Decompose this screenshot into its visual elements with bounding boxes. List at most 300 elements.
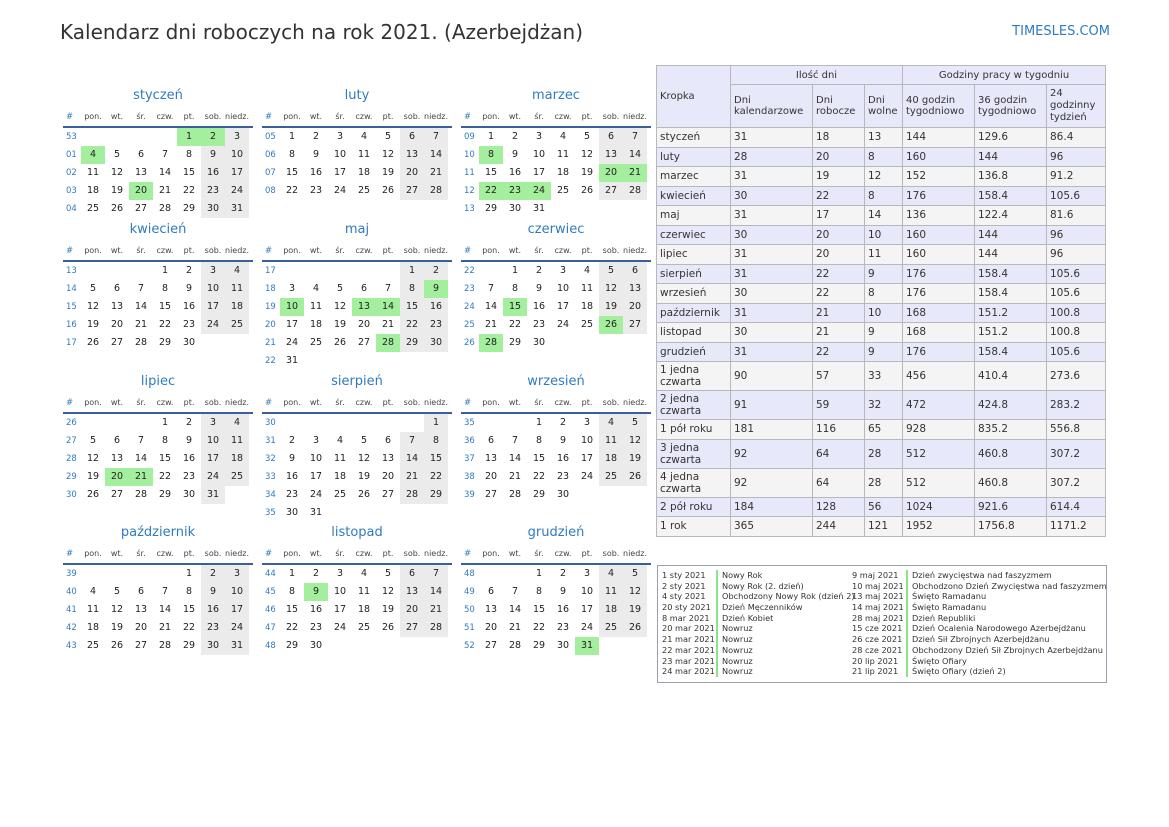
holiday-item: [662, 623, 855, 634]
day-cell: 2: [559, 568, 567, 579]
day-cell: 20: [400, 164, 424, 182]
day-cell: 6: [113, 283, 121, 294]
day-cell: 14: [400, 450, 424, 468]
empty-day-cell: [623, 637, 647, 655]
week-row: [63, 468, 253, 486]
day-cell: 17: [580, 604, 594, 615]
day-cell: 17: [309, 471, 323, 482]
day-cell: 12: [110, 604, 124, 615]
day-cell: 10: [201, 280, 225, 298]
week-row: [461, 182, 651, 200]
week-number-header: #: [265, 398, 273, 408]
day-cell: 30: [556, 489, 570, 500]
week-row: [461, 637, 651, 655]
week-number: 39: [464, 490, 475, 500]
day-cell: 15: [532, 604, 546, 615]
day-cell: 19: [357, 471, 371, 482]
day-cell: 2: [535, 265, 543, 276]
day-cell: 6: [599, 128, 623, 146]
holiday-date: 28 maj 2021: [852, 612, 904, 623]
day-cell: 6: [384, 435, 392, 446]
weekday-header: [63, 392, 253, 414]
weekday-label: czw.: [156, 246, 174, 255]
week-number: 23: [464, 284, 475, 294]
value-cell: 158.4: [975, 264, 1047, 284]
holiday-day-cell: 13: [352, 298, 376, 316]
weekday-label: niedz.: [424, 549, 449, 558]
day-cell: 17: [285, 319, 299, 330]
day-cell: 19: [623, 601, 647, 619]
day-cell: 7: [384, 283, 392, 294]
value-cell: 835.2: [975, 420, 1047, 440]
week-number: 13: [66, 266, 77, 276]
value-cell: 365: [731, 517, 813, 537]
day-cell: 10: [556, 283, 570, 294]
weekday-label: wt.: [508, 246, 522, 255]
week-row: [262, 583, 452, 601]
week-number: 16: [66, 320, 77, 330]
summary-row: [657, 439, 1106, 468]
week-row: [63, 128, 253, 146]
weekday-label: sob.: [204, 246, 222, 255]
month-name: kwiecień: [129, 222, 187, 237]
week-number: 42: [66, 623, 77, 633]
day-cell: 29: [182, 640, 196, 651]
day-cell: 15: [424, 450, 448, 468]
day-cell: 18: [225, 450, 249, 468]
value-cell: 105.6: [1047, 342, 1106, 362]
week-row: [262, 262, 452, 280]
weekday-label: sob.: [204, 549, 222, 558]
day-cell: 3: [336, 568, 344, 579]
week-row: [63, 316, 253, 334]
value-cell: 273.6: [1047, 362, 1106, 391]
week-number: 28: [66, 454, 77, 464]
weekday-label: pt.: [581, 246, 593, 255]
day-cell: 9: [201, 146, 225, 164]
holiday-day-cell: 14: [376, 298, 400, 316]
day-cell: 26: [86, 337, 100, 348]
empty-day-cell: [105, 262, 129, 280]
period-cell: styczeń: [657, 128, 731, 148]
day-cell: 14: [424, 583, 448, 601]
day-cell: 12: [623, 583, 647, 601]
day-cell: 24: [556, 319, 570, 330]
day-cell: 18: [580, 301, 594, 312]
weekday-label: pon.: [482, 398, 500, 407]
weekday-label: pt.: [581, 112, 593, 121]
day-cell: 22: [158, 471, 172, 482]
weekday-label: niedz.: [623, 112, 648, 121]
holiday-item: [662, 570, 855, 581]
value-cell: 96: [1047, 245, 1106, 265]
weekday-label: śr.: [136, 398, 146, 407]
day-cell: 25: [599, 619, 623, 637]
day-cell: 22: [508, 319, 522, 330]
holiday-name: Dzień zwycięstwa nad faszyzmem: [906, 570, 1052, 581]
day-cell: 15: [182, 604, 196, 615]
day-cell: 20: [357, 319, 371, 330]
week-row: [461, 450, 651, 468]
empty-day-cell: [81, 565, 105, 583]
holiday-item: [662, 591, 855, 602]
week-number: 43: [66, 641, 77, 651]
day-cell: 9: [185, 283, 193, 294]
day-cell: 17: [225, 164, 249, 182]
value-cell: 105.6: [1047, 284, 1106, 304]
day-cell: 13: [381, 453, 395, 464]
day-cell: 21: [484, 319, 498, 330]
day-cell: 27: [623, 316, 647, 334]
day-cell: 16: [201, 164, 225, 182]
day-cell: 3: [583, 568, 591, 579]
day-cell: 10: [333, 149, 347, 160]
week-row: [63, 262, 253, 280]
day-cell: 7: [400, 432, 424, 450]
day-cell: 30: [285, 507, 299, 518]
holiday-item: [852, 591, 1107, 602]
col-calendar-days: Dni kalendarzowe: [731, 85, 813, 128]
day-cell: 28: [158, 640, 172, 651]
day-cell: 1: [161, 417, 169, 428]
value-cell: 33: [865, 362, 903, 391]
week-number: 44: [265, 569, 276, 579]
day-cell: 1: [535, 417, 543, 428]
holiday-date: 21 mar 2021: [662, 634, 715, 645]
weekday-label: sob.: [403, 398, 421, 407]
empty-day-cell: [352, 414, 376, 432]
week-row: [63, 486, 253, 504]
week-row: [461, 262, 651, 280]
weekday-header: [63, 240, 253, 262]
summary-row: [657, 245, 1106, 265]
week-row: [63, 565, 253, 583]
day-cell: 18: [86, 185, 100, 196]
day-cell: 2: [201, 565, 225, 583]
holiday-column-right: [852, 570, 1107, 677]
week-row: [262, 164, 452, 182]
period-cell: czerwiec: [657, 225, 731, 245]
day-cell: 7: [487, 283, 495, 294]
day-cell: 29: [532, 640, 546, 651]
holiday-day-cell: 10: [280, 298, 304, 316]
day-cell: 19: [110, 185, 124, 196]
week-row: [262, 432, 452, 450]
holiday-item: [852, 623, 1107, 634]
holiday-item: [662, 666, 855, 677]
day-cell: 31: [225, 637, 249, 655]
value-cell: 31: [731, 245, 813, 265]
value-cell: 20: [813, 225, 865, 245]
weekday-header: [63, 106, 253, 128]
week-number: 32: [265, 454, 276, 464]
month-calendar: [461, 372, 651, 504]
holiday-column-left: [662, 570, 855, 677]
value-cell: 57: [813, 362, 865, 391]
day-cell: 18: [357, 167, 371, 178]
day-cell: 30: [556, 640, 570, 651]
holiday-item: [662, 581, 855, 592]
empty-day-cell: [129, 262, 153, 280]
weekday-label: pt.: [183, 112, 195, 121]
holiday-date: 9 maj 2021: [852, 570, 899, 580]
value-cell: 151.2: [975, 303, 1047, 323]
holiday-date: 20 mar 2021: [662, 623, 715, 634]
day-cell: 30: [201, 200, 225, 218]
day-cell: 11: [599, 432, 623, 450]
value-cell: 410.4: [975, 362, 1047, 391]
day-cell: 21: [134, 319, 148, 330]
week-number: 22: [265, 356, 276, 366]
summary-row: [657, 303, 1106, 323]
holiday-name: Nowruz: [716, 666, 753, 677]
week-number: 26: [66, 418, 77, 428]
day-cell: 30: [532, 337, 546, 348]
day-cell: 6: [360, 283, 368, 294]
period-cell: 1 rok: [657, 517, 731, 537]
value-cell: 13: [865, 128, 903, 148]
week-row: [461, 468, 651, 486]
day-cell: 1: [511, 265, 519, 276]
month-calendar: [262, 372, 452, 522]
week-row: [262, 334, 452, 352]
value-cell: 14: [865, 206, 903, 226]
day-cell: 21: [158, 185, 172, 196]
value-cell: 307.2: [1047, 439, 1106, 468]
empty-day-cell: [328, 504, 352, 522]
day-cell: 8: [161, 283, 169, 294]
week-number-header: #: [66, 549, 74, 559]
day-cell: 18: [556, 167, 570, 178]
week-row: [461, 334, 651, 352]
period-cell: maj: [657, 206, 731, 226]
week-row: [262, 352, 452, 370]
value-cell: 90: [731, 362, 813, 391]
day-cell: 15: [158, 453, 172, 464]
holiday-item: [852, 613, 1107, 624]
value-cell: 31: [731, 128, 813, 148]
value-cell: 472: [903, 391, 975, 420]
week-row: [461, 164, 651, 182]
holiday-item: [662, 645, 855, 656]
value-cell: 176: [903, 342, 975, 362]
period-cell: lipiec: [657, 245, 731, 265]
day-cell: 10: [580, 435, 594, 446]
period-cell: wrzesień: [657, 284, 731, 304]
value-cell: 424.8: [975, 391, 1047, 420]
day-cell: 6: [137, 149, 145, 160]
day-cell: 5: [599, 262, 623, 280]
day-cell: 5: [360, 435, 368, 446]
day-cell: 25: [333, 489, 347, 500]
holiday-name: Dzień Sił Zbrojnych Azerbejdżanu: [906, 634, 1049, 645]
holiday-date: 20 lip 2021: [852, 655, 899, 666]
day-cell: 16: [556, 604, 570, 615]
week-number: 21: [265, 338, 276, 348]
value-cell: 100.8: [1047, 323, 1106, 343]
day-cell: 26: [110, 203, 124, 214]
day-cell: 3: [559, 265, 567, 276]
day-cell: 7: [137, 283, 145, 294]
weekday-label: pon.: [283, 246, 301, 255]
holiday-date: 15 cze 2021: [852, 623, 903, 634]
empty-day-cell: [153, 565, 177, 583]
week-row: [262, 414, 452, 432]
holiday-date: 24 mar 2021: [662, 666, 715, 677]
week-number: 49: [464, 587, 475, 597]
value-cell: 512: [903, 439, 975, 468]
weekday-label: śr.: [534, 246, 544, 255]
day-cell: 6: [113, 435, 121, 446]
week-number: 19: [265, 302, 276, 312]
day-cell: 16: [532, 301, 546, 312]
holiday-day-cell: 2: [201, 128, 225, 146]
day-cell: 17: [333, 167, 347, 178]
holiday-day-cell: 1: [177, 128, 201, 146]
summary-row: [657, 362, 1106, 391]
empty-day-cell: [575, 334, 599, 352]
brand-link[interactable]: TIMESLES.COM: [1012, 24, 1110, 39]
empty-day-cell: [503, 565, 527, 583]
week-number: 14: [66, 284, 77, 294]
day-cell: 15: [182, 167, 196, 178]
weekday-header: [262, 240, 452, 262]
holiday-date: 23 mar 2021: [662, 655, 715, 666]
day-cell: 14: [134, 301, 148, 312]
day-cell: 31: [309, 507, 323, 518]
day-cell: 26: [333, 337, 347, 348]
day-cell: 9: [559, 586, 567, 597]
weekday-label: wt.: [110, 246, 124, 255]
day-cell: 23: [182, 319, 196, 330]
week-row: [461, 619, 651, 637]
value-cell: 31: [731, 264, 813, 284]
empty-day-cell: [599, 200, 623, 218]
weekday-label: pon.: [84, 246, 102, 255]
value-cell: 921.6: [975, 497, 1047, 517]
week-row: [262, 298, 452, 316]
holiday-item: [662, 634, 855, 645]
day-cell: 2: [185, 265, 193, 276]
day-cell: 3: [336, 131, 344, 142]
value-cell: 30: [731, 323, 813, 343]
holiday-day-cell: 28: [479, 334, 503, 352]
day-cell: 27: [484, 489, 498, 500]
month-name: luty: [344, 88, 370, 103]
empty-day-cell: [479, 262, 503, 280]
week-row: [461, 565, 651, 583]
weekday-label: wt.: [110, 398, 124, 407]
day-cell: 18: [333, 471, 347, 482]
week-row: [63, 414, 253, 432]
week-row: [461, 432, 651, 450]
weekday-label: pon.: [283, 112, 301, 121]
value-cell: 158.4: [975, 284, 1047, 304]
day-cell: 15: [484, 167, 498, 178]
empty-day-cell: [400, 414, 424, 432]
week-row: [262, 486, 452, 504]
day-cell: 28: [424, 182, 448, 200]
day-cell: 21: [158, 622, 172, 633]
holiday-name: Nowy Rok (2. dzień): [716, 581, 804, 592]
holiday-date: 13 maj 2021: [852, 591, 904, 602]
weekday-label: niedz.: [225, 246, 250, 255]
month-name: lipiec: [140, 374, 176, 389]
days-group-header: Ilość dni: [731, 66, 903, 85]
day-cell: 22: [182, 622, 196, 633]
empty-day-cell: [400, 352, 424, 370]
value-cell: 160: [903, 147, 975, 167]
week-number: 48: [464, 569, 475, 579]
period-cell: październik: [657, 303, 731, 323]
day-cell: 24: [285, 337, 299, 348]
value-cell: 1024: [903, 497, 975, 517]
week-number: 50: [464, 605, 475, 615]
holiday-name: Obchodzono Dzień Zwycięstwa nad faszyzmem: [906, 581, 1107, 592]
day-cell: 29: [182, 203, 196, 214]
week-number-header: #: [464, 112, 472, 122]
holiday-date: 20 sty 2021: [662, 602, 711, 613]
holiday-name: Nowruz: [716, 656, 753, 667]
weekday-header: [262, 106, 452, 128]
week-number-header: #: [464, 398, 472, 408]
summary-row: [657, 497, 1106, 517]
weekday-label: pon.: [482, 246, 500, 255]
empty-day-cell: [424, 352, 448, 370]
day-cell: 30: [424, 334, 448, 352]
week-number: 39: [66, 569, 77, 579]
holiday-item: [852, 570, 1107, 581]
day-cell: 10: [580, 586, 594, 597]
month-calendar: [262, 523, 452, 655]
weekday-label: pt.: [581, 549, 593, 558]
day-cell: 7: [511, 586, 519, 597]
empty-day-cell: [201, 334, 225, 352]
value-cell: 456: [903, 362, 975, 391]
day-cell: 24: [225, 619, 249, 637]
week-number: 08: [265, 186, 276, 196]
value-cell: 158.4: [975, 342, 1047, 362]
day-cell: 4: [225, 414, 249, 432]
month-calendar: [461, 220, 651, 352]
day-cell: 10: [225, 146, 249, 164]
week-row: [461, 486, 651, 504]
week-row: [262, 504, 452, 522]
empty-day-cell: [225, 334, 249, 352]
day-cell: 25: [225, 468, 249, 486]
week-number: 53: [66, 132, 77, 142]
holiday-item: [662, 656, 855, 667]
week-number-header: #: [265, 246, 273, 256]
day-cell: 27: [400, 182, 424, 200]
empty-day-cell: [376, 414, 400, 432]
day-cell: 12: [86, 453, 100, 464]
day-cell: 1: [400, 262, 424, 280]
holiday-date: 2 sty 2021: [662, 580, 706, 591]
empty-day-cell: [129, 414, 153, 432]
day-cell: 13: [400, 583, 424, 601]
day-cell: 3: [312, 435, 320, 446]
day-cell: 14: [158, 604, 172, 615]
day-cell: 5: [623, 565, 647, 583]
empty-day-cell: [575, 486, 599, 504]
weekday-label: pon.: [84, 398, 102, 407]
day-cell: 18: [86, 622, 100, 633]
weekday-label: wt.: [508, 398, 522, 407]
value-cell: 96: [1047, 147, 1106, 167]
day-cell: 16: [309, 167, 323, 178]
day-cell: 23: [201, 182, 225, 200]
